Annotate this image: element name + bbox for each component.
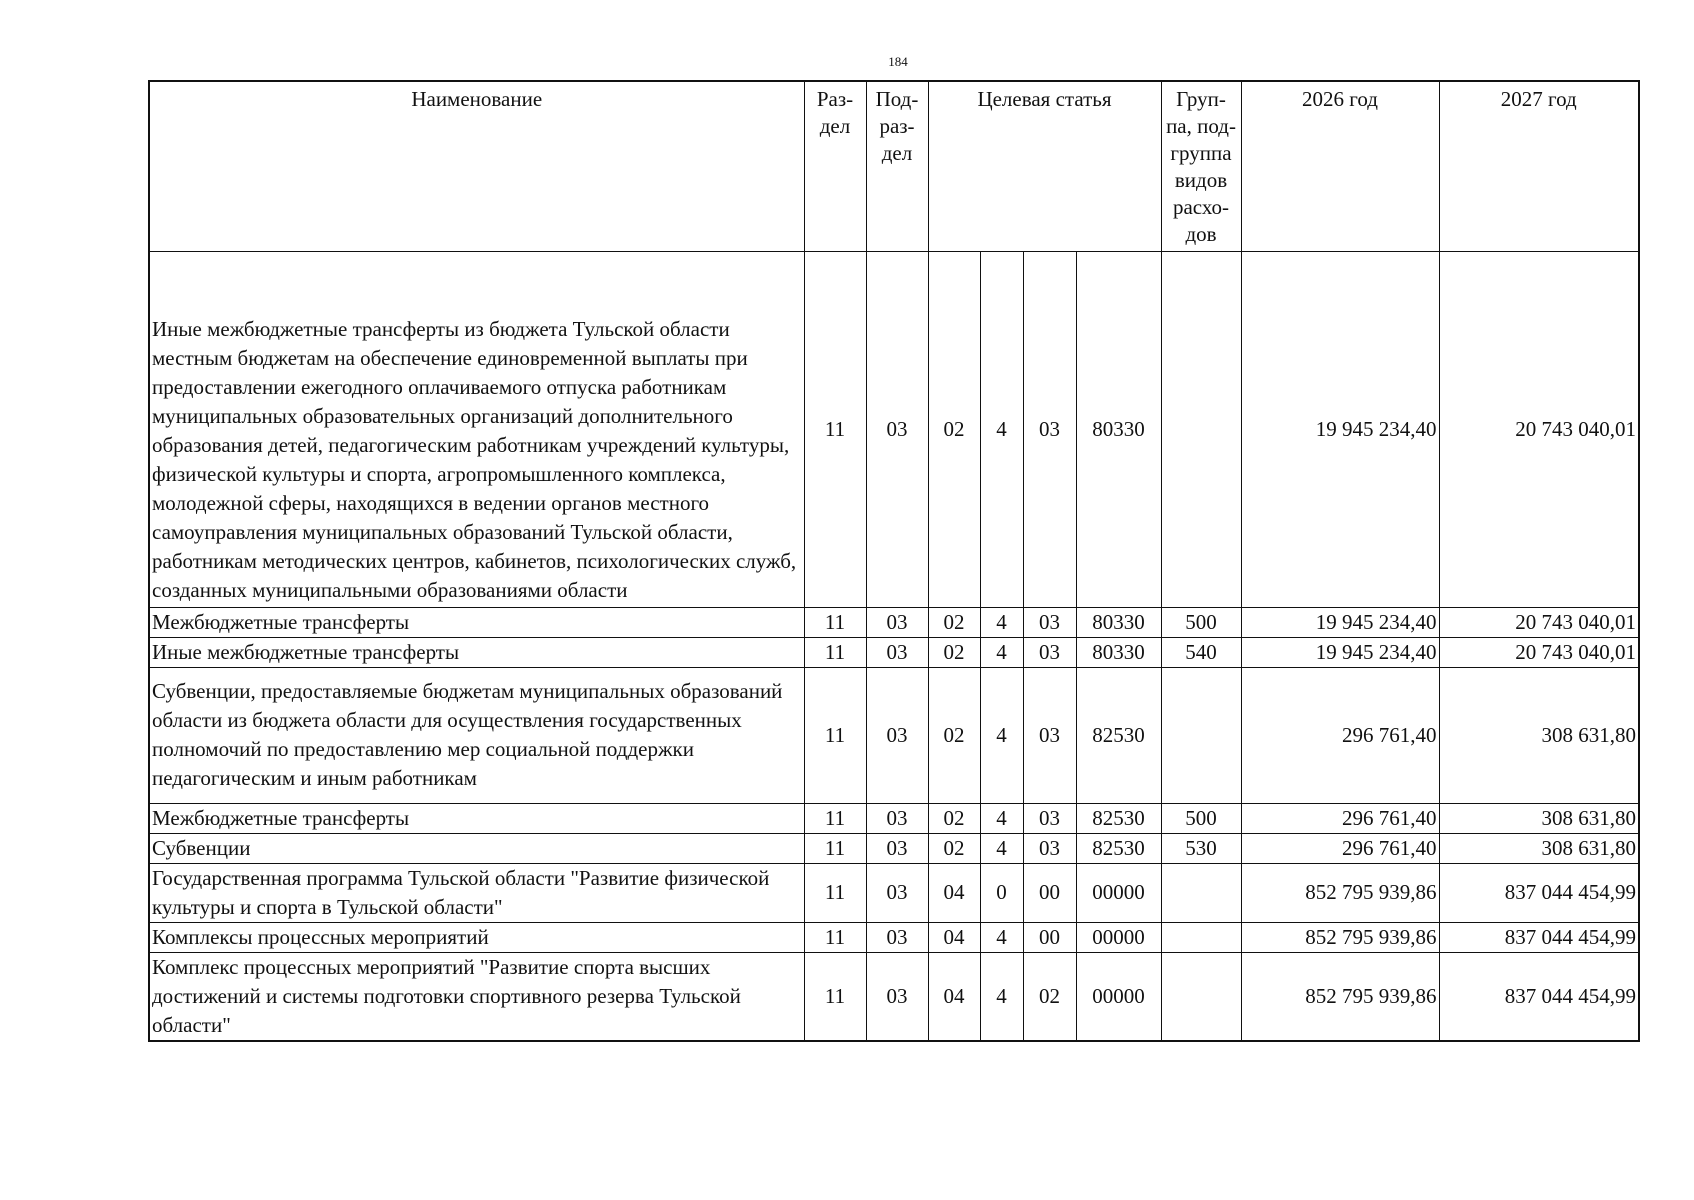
row-expense-group: 530: [1161, 833, 1241, 863]
table-row: [149, 863, 1639, 922]
table-body: [149, 251, 1639, 1041]
row-amount-2027: 308 631,80: [1439, 667, 1639, 803]
header-row: [149, 81, 1639, 251]
row-name: Субвенции, предоставляемые бюджетам муниципальных образований области из бюджета области для осуществления государственных полномочий по предоставлению мер социальной поддержки педагогическим и иным работникам: [149, 667, 804, 803]
row-subsection: 03: [866, 952, 928, 1041]
row-amount-2026: 852 795 939,86: [1241, 863, 1439, 922]
row-target-direction: 00000: [1076, 952, 1161, 1041]
row-subsection: 03: [866, 637, 928, 667]
row-target-type: 4: [980, 952, 1023, 1041]
row-expense-group: [1161, 863, 1241, 922]
row-target-type: 0: [980, 863, 1023, 922]
table-row: [149, 607, 1639, 637]
row-subsection: 03: [866, 607, 928, 637]
row-section: 11: [804, 833, 866, 863]
row-expense-group: [1161, 251, 1241, 607]
header-section: Раз-дел: [804, 81, 866, 251]
row-name: Комплексы процессных мероприятий: [149, 922, 804, 952]
row-target-subprogram: 02: [1023, 952, 1076, 1041]
row-name: Межбюджетные трансферты: [149, 607, 804, 637]
row-expense-group: 500: [1161, 803, 1241, 833]
row-target-program: 02: [928, 251, 980, 607]
row-target-direction: 00000: [1076, 863, 1161, 922]
header-year-2026: 2026 год: [1241, 81, 1439, 251]
row-target-type: 4: [980, 803, 1023, 833]
row-amount-2027: 308 631,80: [1439, 803, 1639, 833]
row-section: 11: [804, 637, 866, 667]
row-target-subprogram: 00: [1023, 922, 1076, 952]
row-expense-group: [1161, 667, 1241, 803]
row-section: 11: [804, 667, 866, 803]
row-section: 11: [804, 607, 866, 637]
row-section: 11: [804, 803, 866, 833]
row-target-subprogram: 03: [1023, 667, 1076, 803]
row-subsection: 03: [866, 863, 928, 922]
row-target-direction: 82530: [1076, 667, 1161, 803]
header-target-article: Целевая статья: [928, 81, 1161, 251]
row-subsection: 03: [866, 922, 928, 952]
row-target-program: 04: [928, 952, 980, 1041]
row-target-program: 02: [928, 803, 980, 833]
row-target-program: 02: [928, 637, 980, 667]
row-amount-2026: 296 761,40: [1241, 803, 1439, 833]
row-amount-2027: 837 044 454,99: [1439, 863, 1639, 922]
row-target-direction: 80330: [1076, 607, 1161, 637]
header-name: Наименование: [149, 81, 804, 251]
row-expense-group: 500: [1161, 607, 1241, 637]
row-amount-2026: 296 761,40: [1241, 833, 1439, 863]
table-row: [149, 833, 1639, 863]
row-name: Субвенции: [149, 833, 804, 863]
row-target-program: 04: [928, 922, 980, 952]
table-row: [149, 922, 1639, 952]
row-section: 11: [804, 863, 866, 922]
table-row: [149, 251, 1639, 607]
row-name: Иные межбюджетные трансферты из бюджета Тульской области местным бюджетам на обеспечение единовременной выплаты при предоставлении ежегодного оплачиваемого отпуска работникам муниципальных образовательных организаций дополнительного образования детей, педагогическим работникам учреждений культуры, физической культуры и спорта, агропромышленного комплекса, молодежной сферы, находящихся в ведении органов местного самоуправления муниципальных образований Тульской области, работникам методических центров, кабинетов, психологических служб, созданных муниципальными образованиями области: [149, 251, 804, 607]
row-target-subprogram: 03: [1023, 251, 1076, 607]
row-amount-2027: 837 044 454,99: [1439, 952, 1639, 1041]
header-expense-group: Груп-па, под-группа видов расхо-дов: [1161, 81, 1241, 251]
row-name: Комплекс процессных мероприятий "Развитие спорта высших достижений и системы подготовки спортивного резерва Тульской области": [149, 952, 804, 1041]
row-amount-2026: 19 945 234,40: [1241, 251, 1439, 607]
row-target-direction: 82530: [1076, 833, 1161, 863]
row-amount-2026: 19 945 234,40: [1241, 607, 1439, 637]
row-target-program: 02: [928, 667, 980, 803]
table-row: [149, 803, 1639, 833]
row-amount-2026: 296 761,40: [1241, 667, 1439, 803]
row-target-direction: 00000: [1076, 922, 1161, 952]
row-target-type: 4: [980, 667, 1023, 803]
row-amount-2026: 19 945 234,40: [1241, 637, 1439, 667]
row-target-program: 04: [928, 863, 980, 922]
row-target-type: 4: [980, 637, 1023, 667]
row-expense-group: [1161, 952, 1241, 1041]
row-target-program: 02: [928, 833, 980, 863]
row-target-program: 02: [928, 607, 980, 637]
row-amount-2027: 20 743 040,01: [1439, 637, 1639, 667]
header-subsection: Под-раз-дел: [866, 81, 928, 251]
row-target-type: 4: [980, 922, 1023, 952]
row-section: 11: [804, 922, 866, 952]
budget-table: [148, 80, 1640, 1042]
row-target-subprogram: 03: [1023, 833, 1076, 863]
row-amount-2026: 852 795 939,86: [1241, 952, 1439, 1041]
header-year-2027: 2027 год: [1439, 81, 1639, 251]
row-section: 11: [804, 952, 866, 1041]
row-expense-group: [1161, 922, 1241, 952]
row-expense-group: 540: [1161, 637, 1241, 667]
row-target-subprogram: 03: [1023, 803, 1076, 833]
row-subsection: 03: [866, 833, 928, 863]
row-subsection: 03: [866, 803, 928, 833]
row-amount-2027: 20 743 040,01: [1439, 607, 1639, 637]
page-number: 184: [888, 54, 908, 69]
row-name: Межбюджетные трансферты: [149, 803, 804, 833]
row-name: Иные межбюджетные трансферты: [149, 637, 804, 667]
row-target-subprogram: 03: [1023, 607, 1076, 637]
row-section: 11: [804, 251, 866, 607]
row-target-type: 4: [980, 251, 1023, 607]
row-target-direction: 80330: [1076, 251, 1161, 607]
row-target-direction: 80330: [1076, 637, 1161, 667]
table-row: [149, 637, 1639, 667]
row-target-type: 4: [980, 833, 1023, 863]
row-target-type: 4: [980, 607, 1023, 637]
table-row: [149, 952, 1639, 1041]
table-row: [149, 667, 1639, 803]
row-subsection: 03: [866, 667, 928, 803]
row-name: Государственная программа Тульской области "Развитие физической культуры и спорта в Тульской области": [149, 863, 804, 922]
row-target-direction: 82530: [1076, 803, 1161, 833]
row-target-subprogram: 03: [1023, 637, 1076, 667]
row-subsection: 03: [866, 251, 928, 607]
row-target-subprogram: 00: [1023, 863, 1076, 922]
row-amount-2027: 837 044 454,99: [1439, 922, 1639, 952]
row-amount-2027: 20 743 040,01: [1439, 251, 1639, 607]
row-amount-2027: 308 631,80: [1439, 833, 1639, 863]
row-amount-2026: 852 795 939,86: [1241, 922, 1439, 952]
